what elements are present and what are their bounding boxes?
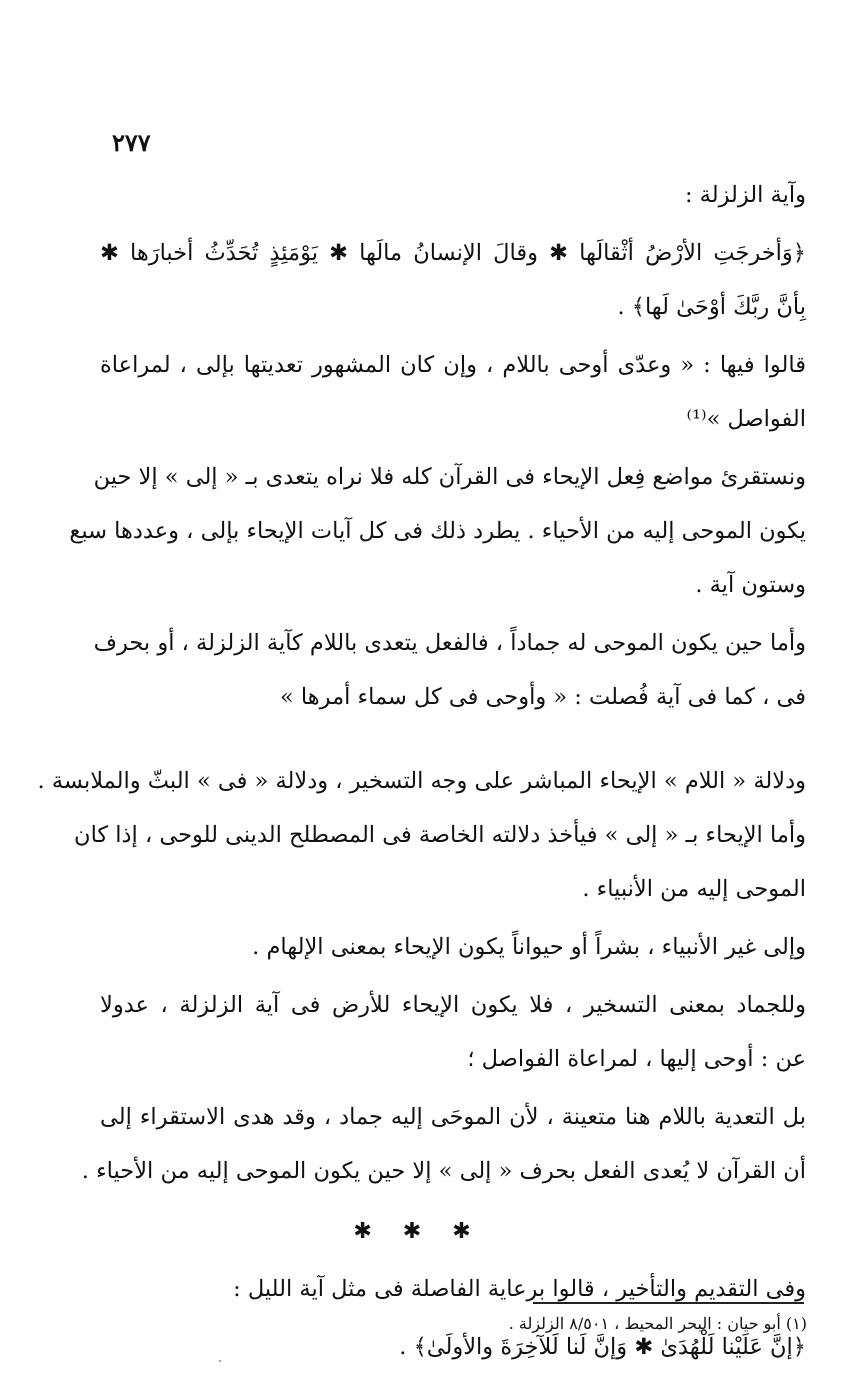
text-line: يكون الموحى إليه من الأحياء . يطرد ذلك فى كل آيات الإيحاء بإلى ، وعددها سبع xyxy=(69,518,806,544)
text-line: وللجماد بمعنى التسخير ، فلا يكون الإيحاء للأرض فى آية الزلزلة ، عدولا xyxy=(100,992,806,1018)
paragraph xyxy=(37,754,806,916)
paragraph xyxy=(69,450,806,612)
text-line: قالوا فيها : « وعدّى أوحى باللام ، وإن كان المشهور تعديتها بإلى ، لمراعاة xyxy=(100,352,806,378)
paragraph xyxy=(100,168,806,222)
text-line: الموحى إليه من الأنبياء . xyxy=(582,876,806,902)
text-line: فى ، كما فى آية فُصلت : « وأوحى فى كل سماء أمرها » xyxy=(280,684,806,710)
scan-speck xyxy=(219,1360,221,1362)
text-line: ﴿وَأخرجَتِ الأرْضُ أثْقالَها ✱ وقالَ الإنسانُ مالَها ✱ يَوْمَئِذٍ تُحَدِّثُ أخبارَها ✱ xyxy=(100,240,806,266)
quran-verse xyxy=(100,226,806,334)
text-line: وفى التقديم والتأخير ، قالوا برعاية الفاصلة فى مثل آية الليل : xyxy=(233,1276,806,1302)
text-line: ودلالة « اللام » الإيحاء المباشر على وجه التسخير ، ودلالة « فى » البثّ والملابسة . xyxy=(37,768,806,794)
paragraph xyxy=(100,338,806,446)
text-line: وإلى غير الأنبياء ، بشراً أو حيواناً يكون الإيحاء بمعنى الإلهام . xyxy=(252,934,806,960)
paragraph-gap xyxy=(100,728,806,754)
paragraph xyxy=(81,1090,806,1198)
text-line: وأما الإيحاء بـ « إلى » فيأخذ دلالته الخاصة فى المصطلح الدينى للوحى ، إذا كان xyxy=(74,822,806,848)
footnote-separator xyxy=(533,1302,804,1304)
text-line: أن القرآن لا يُعدى الفعل بحرف « إلى » إلا حين يكون الموحى إليه من الأحياء . xyxy=(81,1158,806,1184)
page-body xyxy=(37,168,806,1378)
text-line: ﴿إنَّ عَلَيْنا لَلْهُدَىٰ ✱ وَإنَّ لَنا لَلآخِرَةَ والأولَىٰ﴾ . xyxy=(399,1334,806,1360)
section-divider-stars: ✱ ✱ ✱ xyxy=(353,1219,483,1244)
footnote: (١) أبو حيان : البحر المحيط ، ٨/٥٠١ الزلزلة . xyxy=(508,1314,807,1333)
text-line: وأما حين يكون الموحى له جماداً ، فالفعل يتعدى باللام كآية الزلزلة ، أو بحرف xyxy=(93,630,806,656)
text-line: وستون آية . xyxy=(695,572,806,598)
paragraph xyxy=(100,978,806,1086)
text-line: وآية الزلزلة : xyxy=(684,182,806,208)
paragraph xyxy=(100,920,806,974)
text-line: بل التعدية باللام هنا متعينة ، لأن الموحَى إليه جماد ، وقد هدى الاستقراء إلى xyxy=(100,1104,806,1130)
text-line: بِأنَّ ربَّكَ أوْحَىٰ لَها﴾ . xyxy=(617,294,806,320)
text-line: عن : أوحى إليها ، لمراعاة الفواصل ؛ xyxy=(467,1046,806,1072)
text-line: ونستقرئ مواضع فِعل الإيحاء فى القرآن كله فلا نراه يتعدى بـ « إلى » إلا حين xyxy=(93,464,806,490)
paragraph xyxy=(93,616,806,724)
text-line: الفواصل »⁽¹⁾ xyxy=(686,406,806,432)
page-number: ٢٧٧ xyxy=(112,128,151,157)
paragraph xyxy=(100,1262,806,1316)
